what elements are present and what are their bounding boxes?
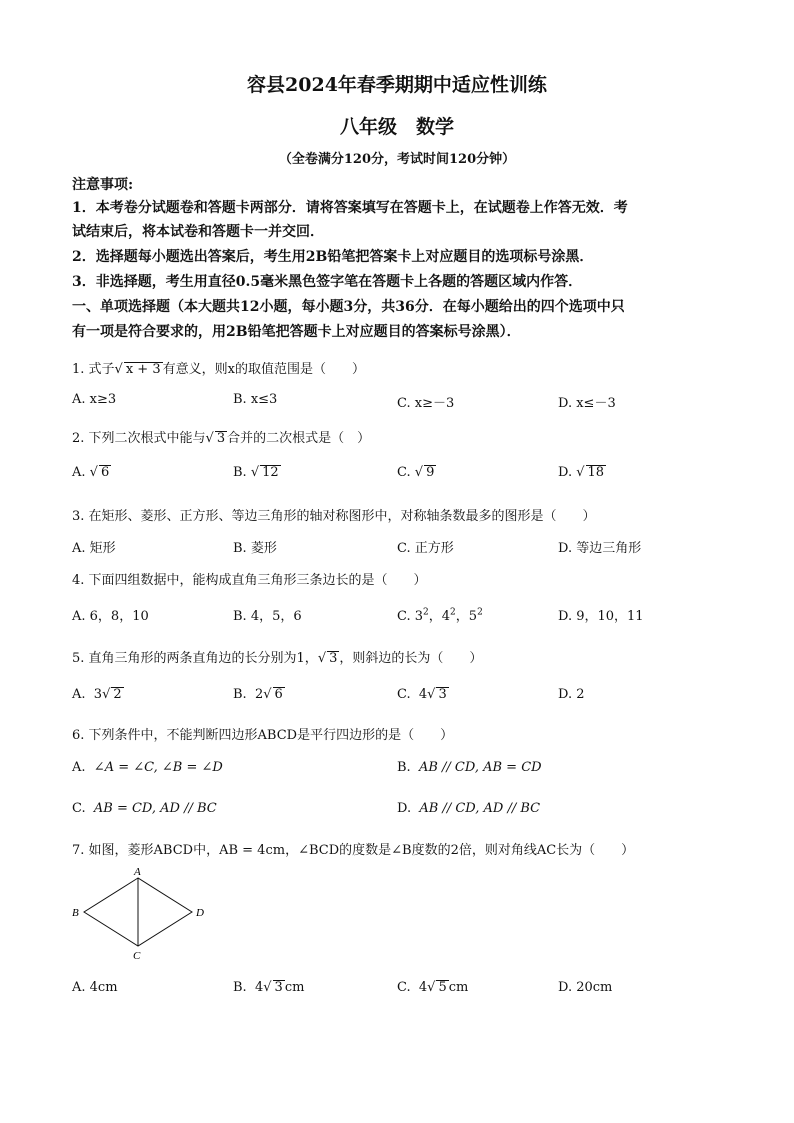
- exam-subtitle: 八年级 数学: [339, 116, 454, 138]
- q7-option-a: A. 4cm: [72, 980, 118, 995]
- notice-line-1: 1．本考卷分试题卷和答题卡两部分．请将答案填写在答题卡上，在试题卷上作答无效．考: [72, 200, 628, 216]
- q2-option-b: B. √ 12: [233, 465, 281, 480]
- q4-option-d: D. 9，10，11: [558, 609, 644, 624]
- q7-option-b: B. 4√ 3 cm: [233, 980, 304, 995]
- q1-option-b: B. x≤3: [233, 392, 278, 407]
- question-2: 2. 下列二次根式中能与√ 3 合并的二次根式是（ ）: [72, 427, 370, 446]
- question-1: 1. 式子√ x + 3 有意义，则x的取值范围是（ ）: [72, 358, 365, 377]
- notice-line-3: 3．非选择题，考生用直径0.5毫米黑色签字笔在答题卡上各题的答题区域内作答．: [72, 274, 583, 290]
- sqrt-icon: [115, 362, 123, 377]
- notice-line-1b: 试结束后，将本试卷和答题卡一并交回．: [72, 224, 324, 240]
- question-5: 5. 直角三角形的两条直角边的长分别为1，√ 3 ，则斜边的长为（ ）: [72, 647, 482, 666]
- q4-option-a: A. 6，8，10: [72, 609, 149, 624]
- q2-option-a: A. √ 6: [72, 465, 111, 480]
- q3-option-b: B. 菱形: [233, 541, 277, 556]
- label-d: D: [196, 907, 204, 919]
- q3-option-d: D. 等边三角形: [558, 541, 642, 556]
- notice-line-2: 2．选择题每小题选出答案后，考生用2B铅笔把答案卡上对应题目的选项标号涂黑．: [72, 249, 594, 265]
- exam-title: 容县2024年春季期期中适应性训练: [247, 74, 547, 96]
- question-6: 6. 下列条件中，不能判断四边形ABCD是平行四边形的是（ ）: [72, 728, 454, 743]
- rhombus-figure: [66, 866, 216, 962]
- q7-option-d: D. 20cm: [558, 980, 613, 995]
- q5-option-a: A. 3√ 2: [72, 687, 124, 702]
- q1-option-d: D. x≤－3: [558, 396, 616, 411]
- label-b: B: [72, 907, 79, 919]
- q5-option-d: D. 2: [558, 687, 585, 702]
- q6-option-b: B. AB // CD, AB = CD: [397, 760, 542, 775]
- q7-option-c: C. 4√ 5 cm: [397, 980, 468, 995]
- section1-line-2: 有一项是符合要求的，用2B铅笔把答题卡上对应题目的答案标号涂黑）．: [72, 324, 521, 340]
- q6-option-c: C. AB = CD, AD // BC: [72, 801, 217, 816]
- section1-line-1: 一、单项选择题（本大题共12小题，每小题3分，共36分．在每小题给出的四个选项中只: [72, 299, 625, 315]
- q3-option-c: C. 正方形: [397, 541, 454, 556]
- q2-option-c: C. √ 9: [397, 465, 436, 480]
- sqrt-icon: [206, 431, 214, 446]
- label-c: C: [133, 950, 141, 962]
- label-a: A: [134, 866, 141, 878]
- q1-option-c: C. x≥－3: [397, 396, 455, 411]
- question-4: 4. 下面四组数据中，能构成直角三角形三条边长的是（ ）: [72, 573, 427, 588]
- q5-option-c: C. 4√ 3: [397, 687, 449, 702]
- q6-option-d: D. AB // CD, AD // BC: [397, 801, 541, 816]
- q5-option-b: B. 2√ 6: [233, 687, 285, 702]
- notice-heading: 注意事项:: [72, 177, 134, 193]
- q6-option-a: A. ∠A = ∠C, ∠B = ∠D: [72, 760, 223, 775]
- exam-info: （全卷满分120分，考试时间120分钟）: [278, 152, 516, 167]
- q3-option-a: A. 矩形: [72, 541, 116, 556]
- question-3: 3. 在矩形、菱形、正方形、等边三角形的轴对称图形中，对称轴条数最多的图形是（ ）: [72, 509, 596, 524]
- sqrt-icon: [318, 651, 326, 666]
- q1-option-a: A. x≥3: [72, 392, 117, 407]
- q4-option-b: B. 4，5，6: [233, 609, 302, 624]
- q2-option-d: D. √ 18: [558, 465, 606, 480]
- question-7: 7. 如图，菱形ABCD中，AB = 4cm，∠BCD的度数是∠B度数的2倍，则对角线AC长为（ ）: [72, 843, 635, 858]
- q4-option-c: C. $3^2$，$4^2$，$5^2$: [397, 607, 483, 624]
